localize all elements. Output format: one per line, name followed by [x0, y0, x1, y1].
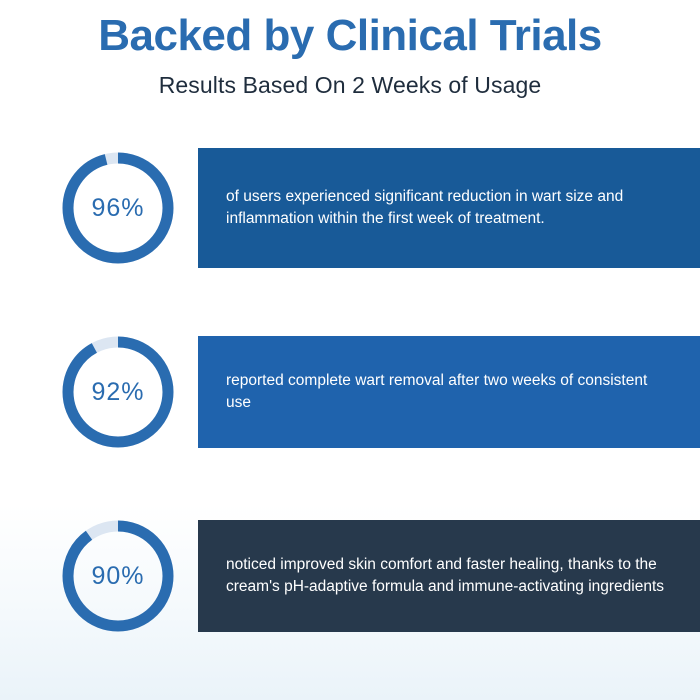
- stat-row: [0, 501, 700, 651]
- stat-banner: [198, 148, 700, 268]
- stat-description: noticed improved skin comfort and faster healing, thanks to the cream's pH-adaptive formula and immune-activating ingredients: [226, 555, 665, 596]
- donut-chart-2: [38, 334, 198, 450]
- stat-description: reported complete wart removal after two weeks of consistent use: [226, 371, 648, 412]
- stat-banner: [198, 336, 700, 448]
- stats-list: [0, 133, 700, 651]
- stat-description: of users experienced significant reduction in wart size and inflammation within the first week of treatment.: [226, 187, 624, 228]
- stat-banner: [198, 520, 700, 632]
- donut-chart-1: [38, 150, 198, 266]
- stat-row: [0, 317, 700, 467]
- page-title: Backed by Clinical Trials: [98, 11, 602, 60]
- donut-chart-3: [38, 518, 198, 634]
- stat-value: 96%: [91, 193, 145, 222]
- stat-value: 92%: [91, 377, 145, 406]
- header: [0, 0, 700, 99]
- stat-value: 90%: [91, 561, 145, 590]
- page-subtitle: Results Based On 2 Weeks of Usage: [158, 72, 542, 99]
- stat-row: [0, 133, 700, 283]
